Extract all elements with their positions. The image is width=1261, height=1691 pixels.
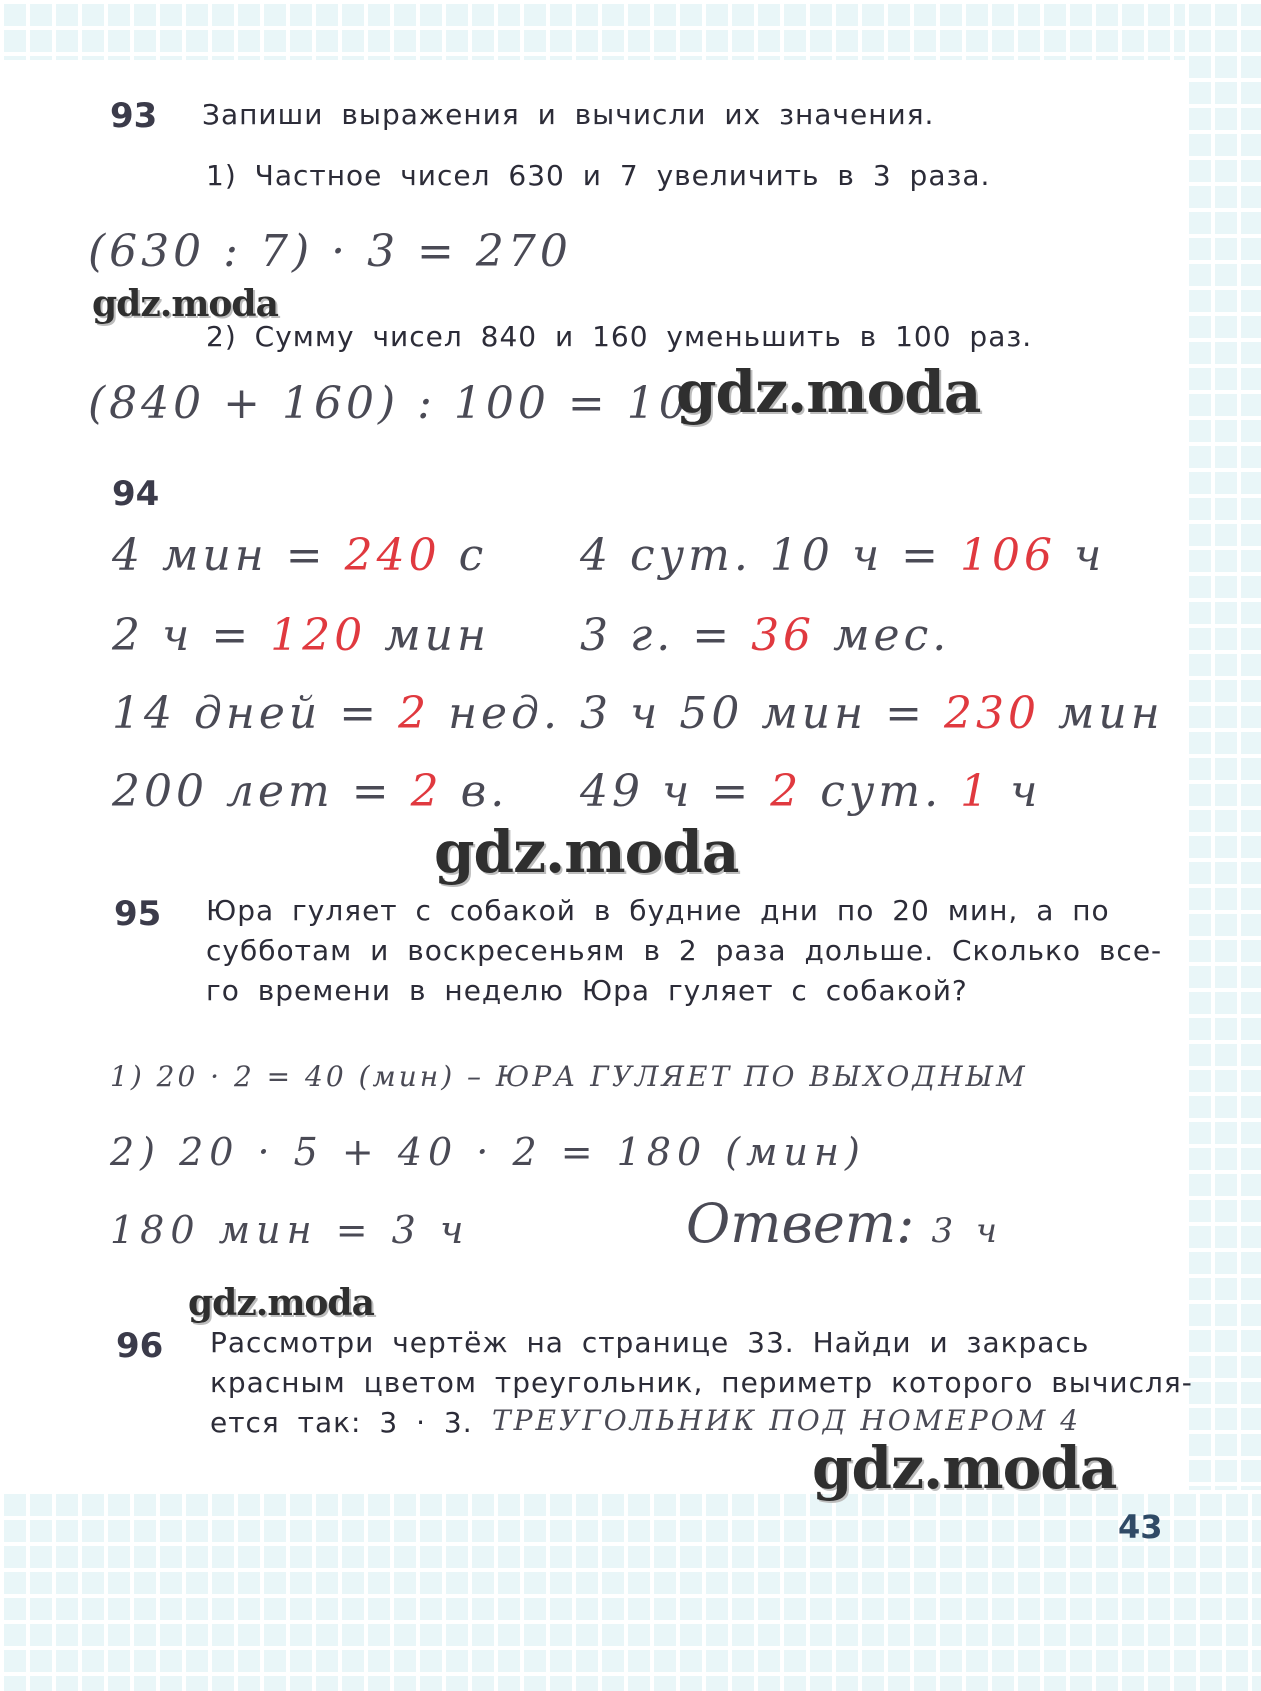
watermark: gdz.moda — [188, 1282, 374, 1324]
conversion-expression: 2 ч = — [112, 610, 253, 661]
task-93-item-1: 1) Частное чисел 630 и 7 увеличить в 3 раза. — [206, 159, 991, 192]
conversion-answer: 120 — [270, 610, 367, 661]
task-95-line-3: го времени в неделю Юра гуляет с собакой? — [206, 974, 968, 1007]
conversion-unit: нед. — [448, 688, 561, 739]
answer-value: 3 ч — [931, 1211, 1004, 1251]
conversion-answer: 2 — [398, 688, 431, 739]
conversion-expression: 49 ч = — [580, 766, 753, 817]
watermark: gdz.moda — [676, 358, 981, 426]
decorative-grid-top — [0, 0, 1261, 60]
conversion-row-4-right — [580, 766, 1041, 817]
conversion-unit: с — [458, 530, 488, 581]
conversion-unit: сут. — [820, 766, 943, 817]
conversion-row-3-left — [112, 688, 561, 739]
watermark: gdz.moda — [92, 283, 278, 325]
task-95-line-2: субботам и воскресеньям в 2 раза дольше. Сколько все- — [206, 934, 1163, 967]
conversion-row-1-left — [112, 530, 487, 581]
conversion-answer: 1 — [960, 766, 993, 817]
watermark: gdz.moda — [434, 818, 739, 886]
conversion-row-2-left — [112, 610, 490, 661]
conversion-unit: ч — [1074, 530, 1106, 581]
conversion-expression: 200 лет = — [112, 766, 393, 817]
task-96-answer: ТРЕУГОЛЬНИК ПОД НОМЕРОМ 4 — [492, 1404, 1082, 1437]
conversion-expression: 3 г. = — [580, 610, 734, 661]
decorative-grid-right — [1185, 0, 1261, 1691]
task-95-answer — [686, 1192, 1003, 1255]
task-95-line-1: Юра гуляет с собакой в будние дни по 20 мин, а по — [206, 894, 1110, 927]
conversion-unit: мин — [1057, 688, 1164, 739]
conversion-answer: 2 — [770, 766, 803, 817]
conversion-answer: 2 — [410, 766, 443, 817]
task-96-line-2: красным цветом треугольник, периметр которого вычисля- — [210, 1366, 1193, 1399]
task-95-step-1: 1) 20 · 2 = 40 (мин) – ЮРА ГУЛЯЕТ ПО ВЫХОДНЫМ — [110, 1060, 1028, 1093]
conversion-row-4-left — [112, 766, 508, 817]
watermark: gdz.moda — [812, 1434, 1117, 1502]
conversion-row-2-right — [580, 610, 950, 661]
conversion-answer: 230 — [943, 688, 1040, 739]
conversion-expression: 4 сут. 10 ч = — [580, 530, 943, 581]
task-96-line-1: Рассмотри чертёж на странице 33. Найди и закрась — [210, 1326, 1090, 1359]
conversion-expression: 14 дней = — [112, 688, 381, 739]
task-96-line-3: ется так: 3 · 3. — [210, 1406, 473, 1439]
conversion-unit: мес. — [833, 610, 951, 661]
task-93-number: 93 — [110, 96, 158, 136]
answer-label: Ответ: — [686, 1192, 915, 1255]
conversion-answer: 106 — [960, 530, 1057, 581]
conversion-expression: 4 мин = — [112, 530, 327, 581]
conversion-answer: 240 — [344, 530, 441, 581]
task-95-step-3: 180 мин = 3 ч — [110, 1208, 470, 1252]
conversion-answer: 36 — [751, 610, 816, 661]
task-93-instruction: Запиши выражения и вычисли их значения. — [202, 98, 935, 131]
decorative-grid-bottom — [0, 1490, 1261, 1691]
task-93-answer-2: (840 + 160) : 100 = 10 — [88, 378, 691, 429]
task-93-answer-1: (630 : 7) · 3 = 270 — [88, 226, 572, 277]
conversion-unit: ч — [1010, 766, 1042, 817]
page-number: 43 — [1118, 1508, 1163, 1546]
conversion-row-1-right — [580, 530, 1105, 581]
task-93-item-2: 2) Сумму чисел 840 и 160 уменьшить в 100 раз. — [206, 320, 1033, 353]
conversion-expression: 3 ч 50 мин = — [580, 688, 926, 739]
task-95-number: 95 — [114, 894, 162, 934]
conversion-row-3-right — [580, 688, 1164, 739]
task-96-number: 96 — [116, 1326, 164, 1366]
task-95-step-2: 2) 20 · 5 + 40 · 2 = 180 (мин) — [110, 1130, 866, 1174]
conversion-unit: в. — [460, 766, 509, 817]
conversion-unit: мин — [384, 610, 491, 661]
task-94-number: 94 — [112, 474, 160, 514]
